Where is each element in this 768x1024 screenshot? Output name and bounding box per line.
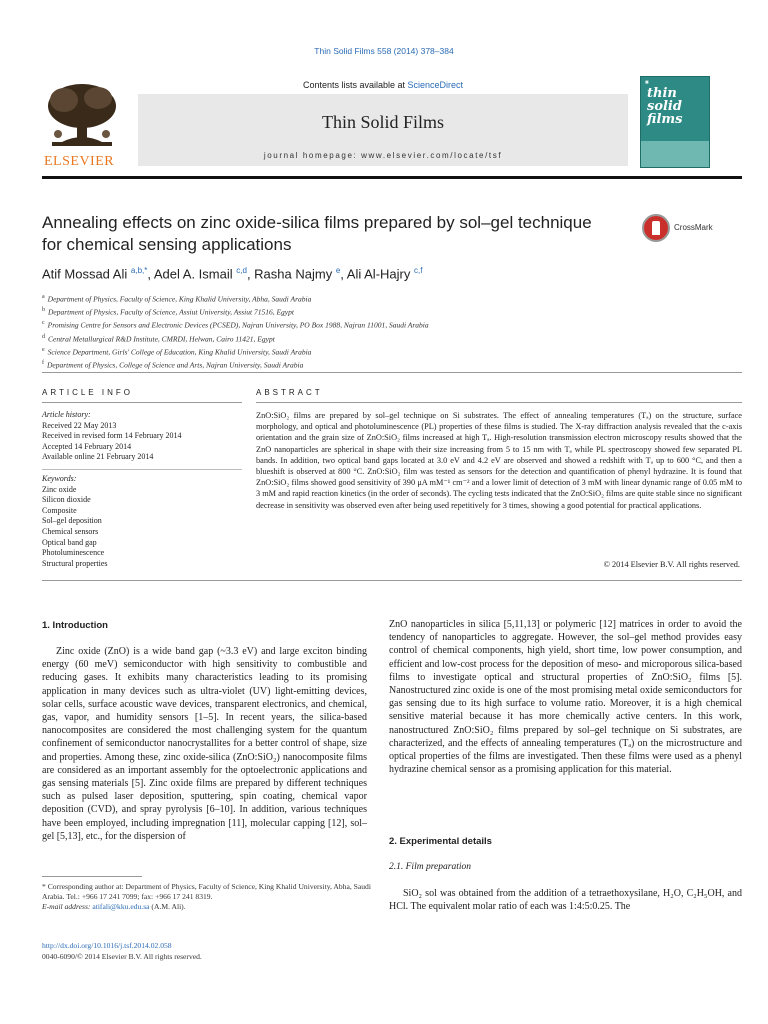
elsevier-wordmark: ELSEVIER	[44, 154, 115, 169]
journal-title: Thin Solid Films	[321, 112, 445, 132]
author-name[interactable]: Rasha Najmy	[254, 266, 333, 282]
right-column-paragraph: ZnO nanoparticles in silica [5,11,13] or polymeric [12] matrices in order to avoid the tendency of nanoparticles to aggregate. However, the sol–gel method provides easy control of chemical components, high yield, short time, low power consumption, and efficient and low-cost process for the deposition of meso- and microporous silica-based films to investigate optical and structural properties of ZnO:SiO₂ films [5]. Nanostructured zinc oxide is one of the most promising metal oxide semiconductors for gas sensing due to its high surface to volume ratio. Moreover, it is a high chemical sensitive material because it has more chemically active centers. In this work, nanostructured ZnO:SiO₂ films prepared by sol–gel technique on Si substrates, are characterized, and the effects of annealing temperatures (Tₐ) on the microstructure and optical properties of the films are investigated. Then these films were used as a phenyl hydrazine chemical sensor as a promising application for this material.	[389, 619, 742, 776]
abstract-copyright: © 2014 Elsevier B.V. All rights reserved.	[603, 560, 740, 569]
contents-prefix: Contents lists available at	[302, 80, 408, 90]
abstract-bottom-rule	[42, 580, 742, 581]
contents-line	[138, 80, 628, 90]
cover-corner-mark: ■	[645, 80, 649, 86]
journal-banner	[42, 76, 742, 172]
journal-title-box	[138, 94, 628, 166]
banner-center	[138, 76, 628, 168]
abstract-rule	[256, 402, 742, 403]
article-info-label: ARTICLE INFO	[42, 388, 133, 397]
crossmark-badge[interactable]	[642, 214, 732, 244]
elsevier-logo	[42, 80, 124, 170]
author-email-link[interactable]: atifali@kku.edu.sa	[92, 902, 150, 911]
history-item: Accepted 14 February 2014	[42, 441, 132, 451]
cover-stripe	[641, 141, 709, 167]
article-info	[42, 410, 242, 569]
elsevier-tree-icon	[42, 80, 122, 152]
author-affil-marker[interactable]: c,d	[236, 266, 247, 275]
page-footer	[42, 940, 372, 962]
crossmark-label: CrossMark	[674, 223, 713, 232]
doi-link[interactable]: http://dx.doi.org/10.1016/j.tsf.2014.02.058	[42, 941, 172, 950]
keyword-item: Sol–gel deposition	[42, 516, 102, 526]
article-title	[42, 212, 622, 256]
keyword-item: Composite	[42, 505, 77, 515]
affiliation-item: $^d$ Central Metallurgical R&D Institute, CMRDI, Helwan, Cairo 11421, Egypt	[42, 333, 275, 344]
history-item: Received in revised form 14 February 2014	[42, 431, 182, 441]
journal-cover-image	[640, 76, 710, 168]
history-item: Received 22 May 2013	[42, 420, 117, 430]
header-rule	[42, 176, 742, 179]
history-heading: Article history:	[42, 410, 91, 419]
footnote-rule	[42, 876, 142, 877]
journal-citation[interactable]: Thin Solid Films 558 (2014) 378–384	[314, 46, 454, 56]
abstract-label: ABSTRACT	[256, 388, 323, 397]
keyword-item: Structural properties	[42, 558, 108, 568]
affiliation-item: $^f$ Department of Physics, College of Science and Arts, Najran University, Saudi Arabia	[42, 360, 304, 370]
intro-paragraph: Zinc oxide (ZnO) is a wide band gap (~3.3 eV) and large exciton binding energy (60 meV) semiconductor with high sensitivity to combustible and reducing gases. It exhibits many characteristics leading to its promising application in many devices such as ultra-violet (UV) light-emitting devices, solar cells, surface acoustic wave devices, transparent electronics, and chemical, gas, vapor, and humidity sensors [1–5]. In recent years, the silica-based nanocomposites are considered the most challenging system for the quantum confinement of semiconductor nanocrystallites for a better control of shape, size and properties. Among these, zinc oxide-silica (ZnO:SiO₂) nanocomposite films are considered as an important assembly for the optoelectronic applications and gas sensing materials [5]. Zinc oxide films are prepared by different techniques such as pulsed laser deposition, sputtering, spin coating, chemical vapor deposition (CVD), and spray pyrolysis [6–10]. In addition, various techniques have been employed, including impregnation [11], molecular capping [12], sol–gel [5,13], etc., for the dispersion of	[42, 646, 367, 842]
intro-heading: 1. Introduction	[42, 620, 108, 631]
author-affil-marker[interactable]: a,b,*	[130, 266, 148, 275]
keyword-item: Chemical sensors	[42, 526, 99, 536]
keywords-heading: Keywords:	[42, 473, 77, 483]
title-line-1: Annealing effects on zinc oxide-silica films prepared by sol–gel technique	[42, 213, 592, 232]
author-affil-marker[interactable]: e	[335, 266, 341, 275]
corresponding-author-footnote: * Corresponding author at: Department of Physics, Faculty of Science, King Khalid University, Abha, Saudi Arabia. Tel.: +966 17 241 7099; fax: +966 17 241 8319. E-mail address: atifali@kku.edu.sa (A.M. Ali).	[42, 882, 371, 911]
author-name[interactable]: Atif Mossad Ali	[42, 266, 128, 282]
keyword-item: Zinc oxide	[42, 484, 77, 494]
film-preparation-heading: 2.1. Film preparation	[389, 862, 471, 872]
article-info-rule	[42, 402, 242, 403]
crossmark-icon	[642, 214, 670, 242]
film-preparation-paragraph: SiO₂ sol was obtained from the addition of a tetraethoxysilane, H₂O, C₂H₅OH, and HCl. The equivalent molar ratio of each was 1:4:5:0.25. The	[389, 888, 742, 913]
cover-title: thin solid films	[647, 86, 683, 127]
author-name[interactable]: Ali Al-Hajry	[346, 266, 411, 282]
keyword-item: Photoluminescence	[42, 548, 105, 558]
author-list: Atif Mossad Ali $^{a,b,*}$, Adel A. Ismail $^{c,d}$, Rasha Najmy $^e$, Ali Al-Hajry $^{c,f}$	[42, 266, 423, 282]
journal-homepage[interactable]: journal homepage: www.elsevier.com/locate/tsf	[263, 151, 503, 160]
experimental-heading: 2. Experimental details	[389, 836, 492, 847]
history-item: Available online 21 February 2014	[42, 452, 154, 462]
affiliation-item: $^b$ Department of Physics, Faculty of Science, Assiut University, Assiut 71516, Egypt	[42, 307, 294, 317]
affiliation-item: $^a$ Department of Physics, Faculty of Science, King Khalid University, Abha, Saudi Arabia	[42, 294, 312, 304]
author-affil-marker[interactable]: c,f	[414, 266, 423, 275]
affiliation-list	[42, 292, 742, 371]
section-divider	[42, 372, 742, 373]
affiliation-item: $^c$ Promising Centre for Sensors and Electronic Devices (PCSED), Najran University, PO Box 1988, Najran 11001, Saudi Arabia	[42, 320, 429, 330]
email-line: E-mail address: atifali@kku.edu.sa (A.M. Ali).	[42, 902, 186, 911]
abstract-text: ZnO:SiO₂ films are prepared by sol–gel technique on Si substrates. The effect of annealing temperatures (Tₐ) on the structure, surface morphology, and optical and photoluminescence (PL) properties of these films is studied. The X-ray diffraction analysis revealed that the c-axis orientation and the grain size of ZnO:SiO₂ films increased at high Tₐ. High-resolution transmission electron microscopy results showed that the ZnO nanoparticles are spherical in shape with their size increasing from 5 to 15 nm with Tₐ while PL spectroscopy showed few separated PL bands. In addition, two optical band gaps located at 3.0 eV and 4.2 eV are observed and showed a redshift with Tₐ up to 600 °C, and then a blueshift is observed at 800 °C. ZnO:SiO₂ film was tested as sensors for the detection and quantification of phenyl hydrazine. It is found that ZnO:SiO₂ films showed good sensitivity of 390 μA mM⁻¹ cm⁻² and a lower limit of detection of 3 mM with linear dynamic range of 0.05 mM to 3 mM and rapid reaction kinetics (in the order of seconds). The cycling tests indicated that the ZnO:SiO₂ films are quite stable since no significant decrease in sensitivity was observed even after being used repetitively for 3 times, showing a good potential for practical applications.	[256, 411, 742, 510]
issn-line: 0040-6090/© 2014 Elsevier B.V. All rights reserved.	[42, 952, 202, 961]
title-line-2: for chemical sensing applications	[42, 235, 292, 254]
sciencedirect-link[interactable]: ScienceDirect	[407, 80, 464, 90]
keyword-divider	[42, 469, 242, 470]
keyword-item: Silicon dioxide	[42, 495, 91, 505]
affiliation-item: $^e$ Science Department, Girls' College of Education, King Khalid University, Saudi Arabia	[42, 346, 312, 357]
author-name[interactable]: Adel A. Ismail	[153, 266, 233, 282]
keyword-item: Optical band gap	[42, 537, 97, 547]
